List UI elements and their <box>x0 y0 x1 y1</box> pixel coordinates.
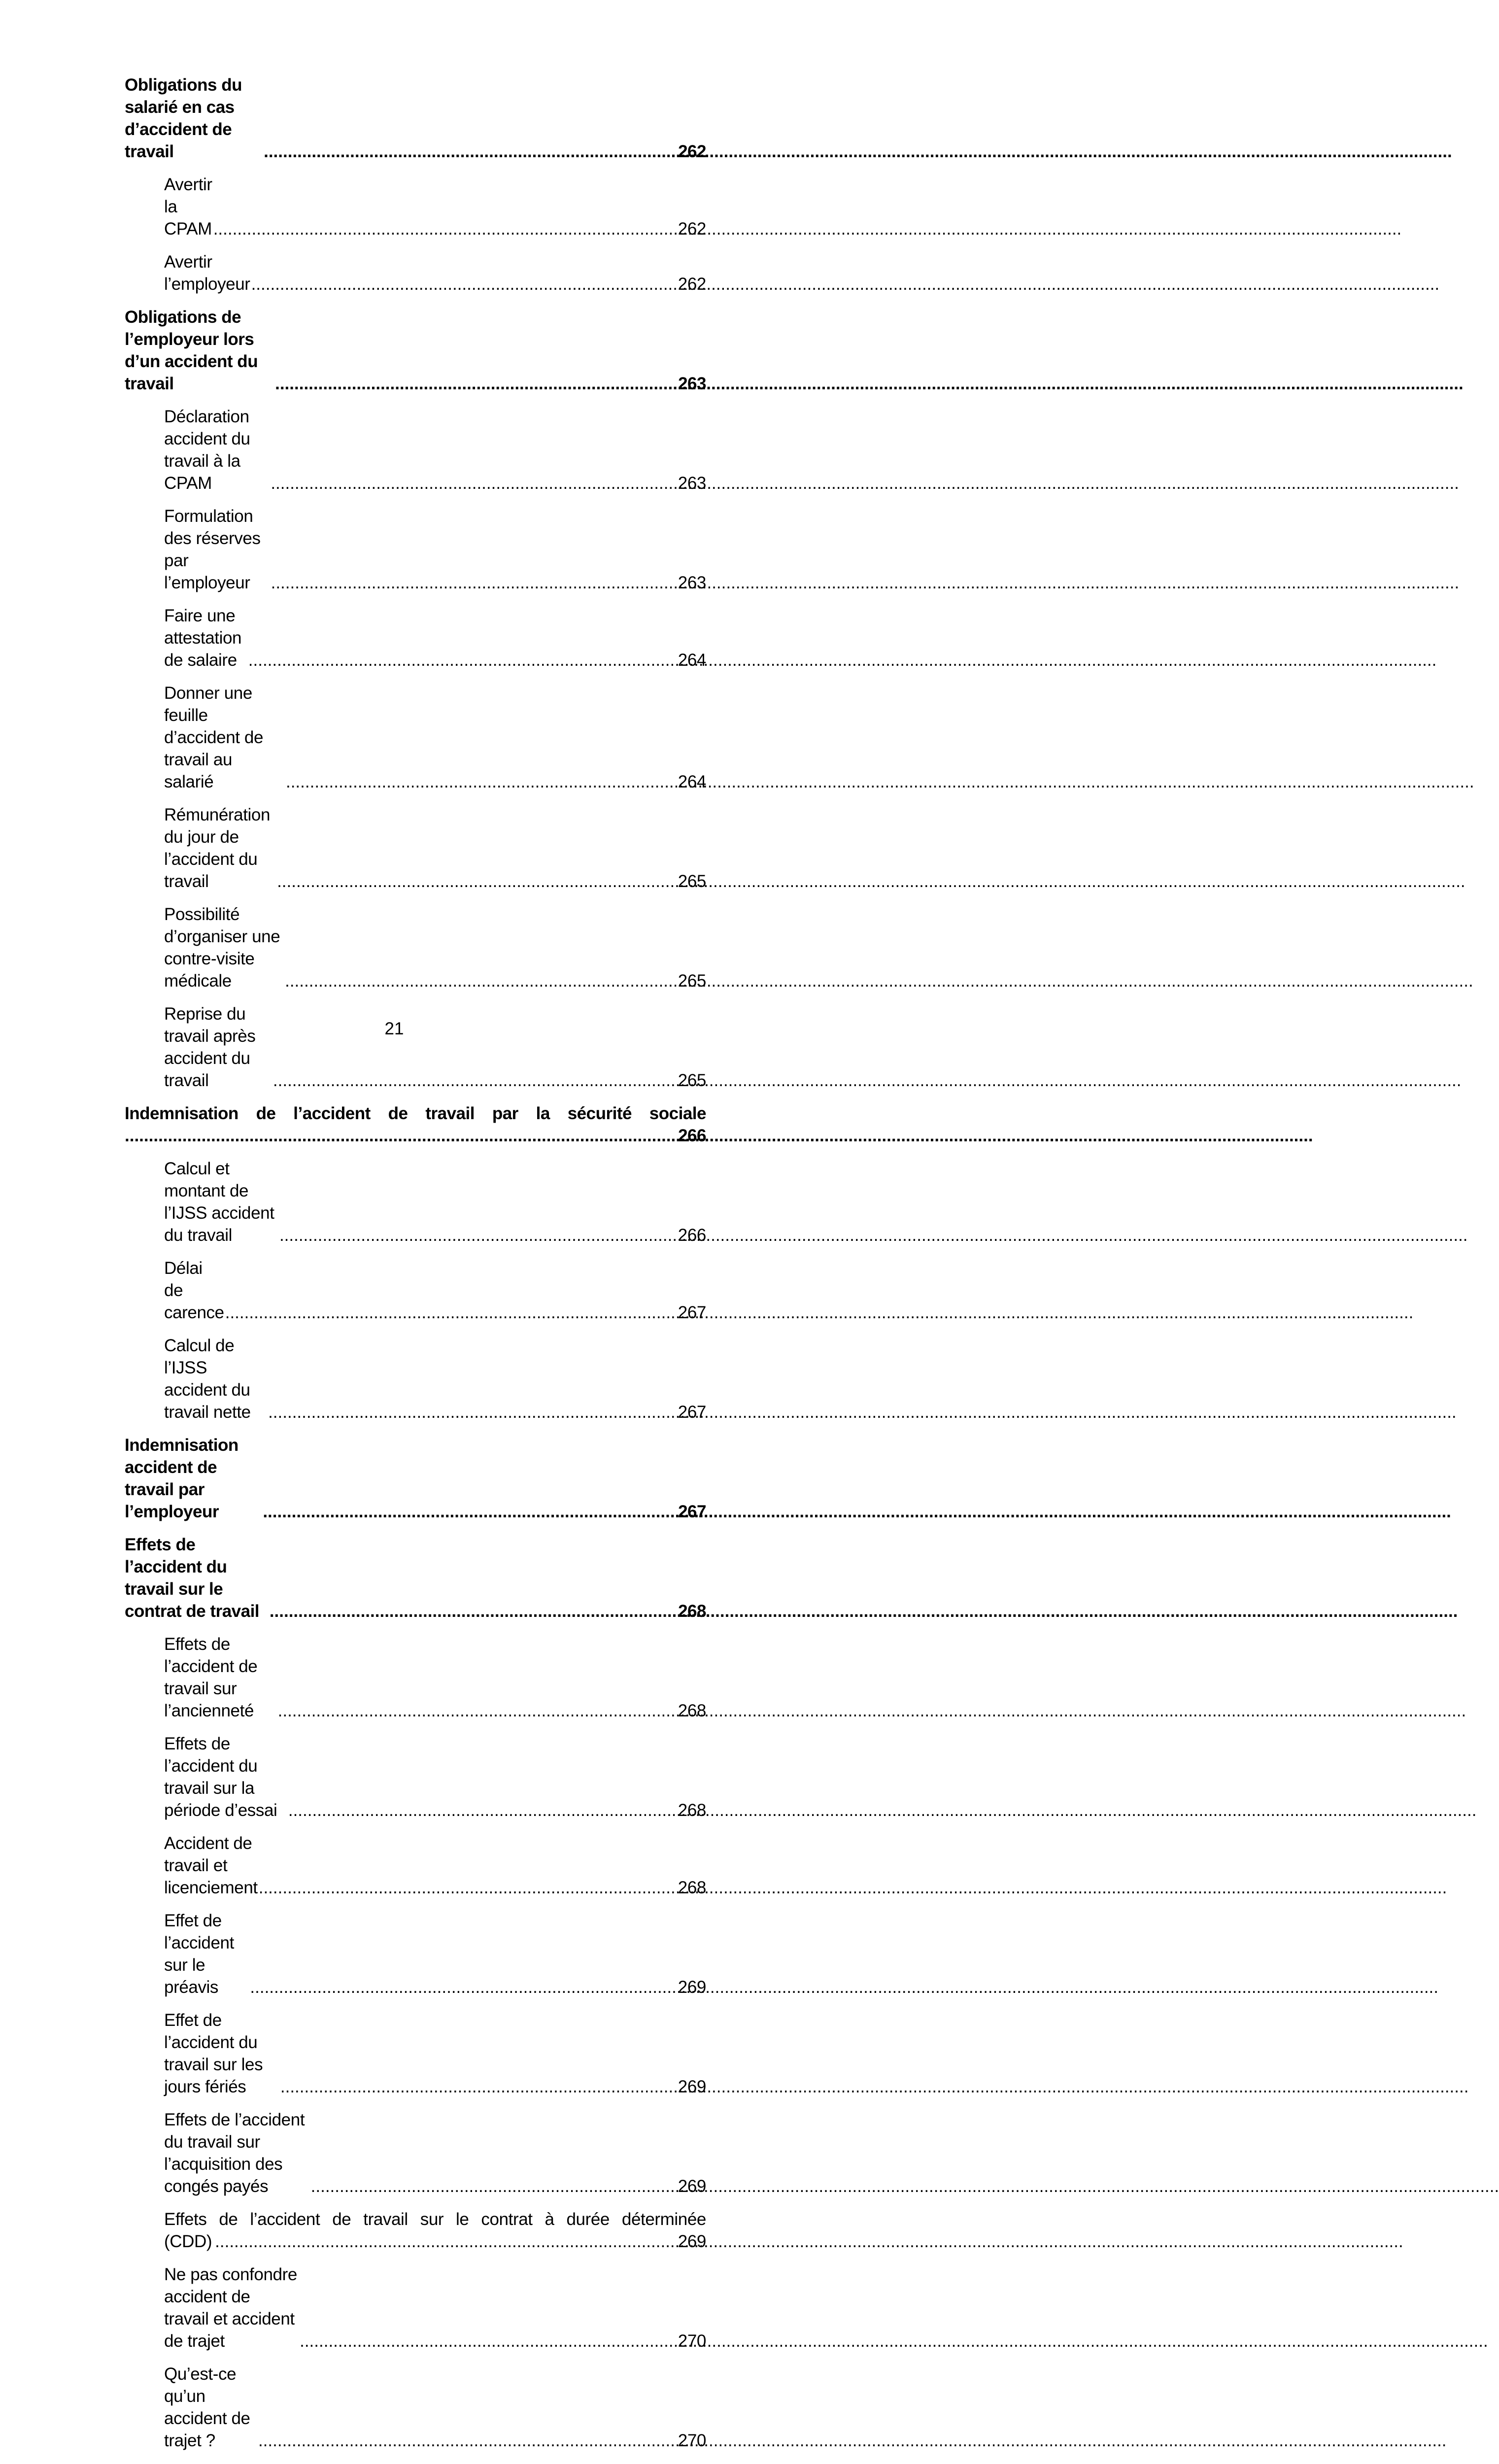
toc-entry[interactable] <box>125 605 706 671</box>
toc-entry-page: 265 <box>678 1071 706 1090</box>
toc-entry-page: 268 <box>678 1701 706 1720</box>
toc-entry-page: 262 <box>678 142 706 161</box>
toc-entry-title: Avertir la CPAM <box>164 175 212 239</box>
toc-entry[interactable] <box>125 804 706 892</box>
toc-entry-page: 263 <box>678 573 706 592</box>
toc-entry-page: 267 <box>678 1303 706 1322</box>
toc-entry-title: Effets de l’accident du travail sur l’acquisition des congés payés <box>164 2110 305 2196</box>
toc-entry-title: Effets de l’accident du travail sur la période d’essai <box>164 1734 277 1820</box>
dot-leader <box>270 1600 677 1622</box>
toc-entry[interactable] <box>125 306 706 395</box>
toc-entry[interactable] <box>125 1434 706 1523</box>
toc-entry-page: 267 <box>678 1403 706 1422</box>
toc-entry-title: Obligations de l’employeur lors d’un accident du travail <box>125 308 258 393</box>
toc-entry-title: Déclaration accident du travail à la CPAM <box>164 407 250 493</box>
toc-entry[interactable] <box>125 173 706 240</box>
toc-entry-page: 268 <box>678 1878 706 1897</box>
toc-entry[interactable] <box>125 1257 706 1324</box>
toc-entry-page: 266 <box>678 1226 706 1245</box>
toc-entry-title: Effets de l’accident du travail sur le contrat de travail <box>125 1535 260 1621</box>
dot-leader <box>271 572 677 594</box>
dot-leader <box>273 1069 677 1092</box>
dot-leader <box>263 1501 677 1523</box>
dot-leader <box>268 1401 677 1423</box>
toc-entry-page: 264 <box>678 772 706 791</box>
toc-entry-page: 269 <box>678 2232 706 2251</box>
toc-entry-page: 269 <box>678 2077 706 2096</box>
toc-entry[interactable] <box>125 2208 706 2253</box>
dot-leader <box>278 1700 677 1722</box>
dot-leader <box>213 218 677 240</box>
toc-entry-title: Obligations du salarié en cas d’accident de travail <box>125 75 242 161</box>
toc-entry[interactable] <box>125 74 706 163</box>
toc-entry-title: Calcul et montant de l’IJSS accident du travail <box>164 1159 274 1245</box>
toc-entry[interactable] <box>125 1102 706 1147</box>
toc-entry-page: 270 <box>678 2431 706 2450</box>
toc-entry-title-continuation: (CDD) <box>164 2232 212 2251</box>
dot-leader <box>225 1301 677 1324</box>
dot-leader <box>300 2330 677 2352</box>
dot-leader <box>285 970 677 992</box>
toc-entry[interactable] <box>125 1534 706 1622</box>
dot-leader <box>271 472 677 494</box>
toc-entry-title: Effet de l’accident du travail sur les jours fériés <box>164 2011 263 2096</box>
toc-entry[interactable] <box>125 682 706 793</box>
toc-entry-title: Avertir l’employeur <box>164 252 250 294</box>
toc-entry-page: 267 <box>678 1502 706 1521</box>
toc-entry-title: Indemnisation accident de travail par l’employeur <box>125 1436 238 1521</box>
dot-leader <box>215 2230 677 2253</box>
toc-entry-title: Rémunération du jour de l’accident du travail <box>164 805 271 891</box>
dot-leader <box>275 373 677 395</box>
toc-entry-page: 265 <box>678 971 706 991</box>
dot-leader <box>248 649 677 671</box>
page-number: 21 <box>384 1019 404 1038</box>
dot-leader <box>277 870 677 892</box>
toc-entry[interactable] <box>125 2363 706 2452</box>
toc-entry-title: Calcul de l’IJSS accident du travail nette <box>164 1336 251 1422</box>
toc-entry[interactable] <box>125 2009 706 2098</box>
toc-entry-page: 265 <box>678 872 706 891</box>
toc-entry-title: Donner une feuille d’accident de travail au salarié <box>164 684 264 791</box>
toc-entry[interactable] <box>125 1158 706 1246</box>
toc-entry-leader-line <box>125 1125 706 1147</box>
toc-entry[interactable] <box>125 1003 706 1092</box>
toc-entry-leader-line <box>164 2230 706 2253</box>
toc-entry-page: 266 <box>678 1126 706 1145</box>
toc-entry-title: Effet de l’accident sur le préavis <box>164 1911 234 1997</box>
dot-leader <box>264 140 677 163</box>
dot-leader <box>279 1224 677 1246</box>
toc-entry-page: 264 <box>678 650 706 670</box>
toc-entry[interactable] <box>125 505 706 594</box>
toc-entry-page: 262 <box>678 274 706 294</box>
toc-entry-title: Ne pas confondre accident de travail et accident de trajet <box>164 2265 297 2351</box>
toc-entry[interactable] <box>125 1335 706 1423</box>
toc-entry-page: 269 <box>678 1978 706 1997</box>
toc-entry-page: 269 <box>678 2177 706 2196</box>
toc-entry[interactable] <box>125 2263 706 2352</box>
toc-entry-page: 263 <box>678 374 706 393</box>
toc-entry[interactable] <box>125 251 706 295</box>
dot-leader <box>250 1976 677 1998</box>
toc-entry[interactable] <box>125 1633 706 1722</box>
dot-leader <box>125 1125 677 1147</box>
dot-leader <box>251 273 677 295</box>
toc-entry-title: Délai de carence <box>164 1259 224 1322</box>
toc-entry[interactable] <box>125 1832 706 1899</box>
toc-entry-page: 262 <box>678 219 706 239</box>
toc-entry-page: 268 <box>678 1801 706 1820</box>
toc-entry-title: Qu’est-ce qu’un accident de trajet ? <box>164 2364 250 2450</box>
dot-leader <box>280 2076 677 2098</box>
toc-entry[interactable] <box>125 1910 706 1998</box>
dot-leader <box>258 2430 677 2452</box>
toc-entry[interactable] <box>125 406 706 494</box>
toc-entry-page: 263 <box>678 474 706 493</box>
dot-leader <box>286 771 677 793</box>
dot-leader <box>311 2175 677 2197</box>
dot-leader <box>288 1799 677 1821</box>
toc-entry[interactable] <box>125 1733 706 1821</box>
toc-entry[interactable] <box>125 903 706 992</box>
toc-entry-title: Reprise du travail après accident du travail <box>164 1004 256 1090</box>
toc-entry[interactable] <box>125 2109 706 2197</box>
dot-leader <box>259 1877 677 1899</box>
toc-entry-page: 268 <box>678 1602 706 1621</box>
toc-entry-title: Possibilité d’organiser une contre-visite médicale <box>164 905 280 991</box>
table-of-contents <box>125 74 706 2464</box>
toc-entry-title: Accident de travail et licenciement <box>164 1834 258 1897</box>
toc-entry-title: Formulation des réserves par l’employeur <box>164 507 261 592</box>
toc-entry-title: Faire une attestation de salaire <box>164 606 242 670</box>
toc-entry-title: Effets de l’accident de travail sur l’ancienneté <box>164 1635 258 1720</box>
toc-entry-page: 270 <box>678 2331 706 2351</box>
toc-entry-title: Indemnisation de l’accident de travail par la sécurité sociale <box>125 1104 706 1123</box>
toc-entry-title: Effets de l’accident de travail sur le contrat à durée déterminée <box>164 2210 706 2229</box>
